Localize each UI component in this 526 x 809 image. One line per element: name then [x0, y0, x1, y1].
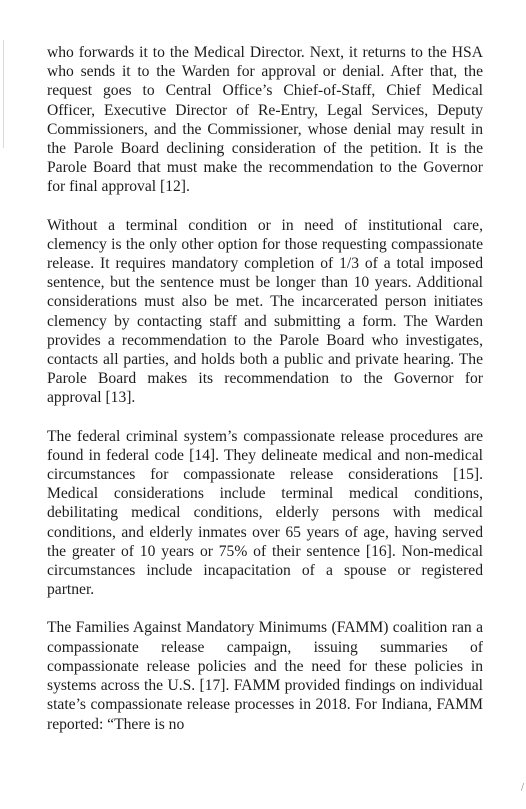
paragraph-review-chain: who forwards it to the Medical Director. Next, it returns to the HSA who sends it to the Warden for approval or denial. After that, the request goes to Central Office’s Chief-of-Staff, Chief Medical Officer, Executive Director of Re-Entry, Legal Services, Deputy Commissioners, and the Commissioner, whose denial may result in the Parole Board declining consideration of the petition. It is the Parole Board that must make the recommendation to the Governor for final approval [12]. — [47, 44, 483, 196]
document-body — [47, 43, 483, 753]
page-edge-rule — [3, 40, 4, 148]
page-corner-mark: / — [520, 783, 524, 793]
paragraph-federal-procedures: The federal criminal system’s compassionate release procedures are found in federal code [14]. They delineate medical and non-medical circumstances for compassionate release considerations [15]. Medical considerations include terminal medical conditions, debilitating medical conditions, elderly persons with medical conditions, and elderly inmates over 65 years of age, having served the greater of 10 years or 75% of their sentence [16]. Non-medical circumstances include incapacitation of a spouse or registered partner. — [47, 427, 483, 599]
paragraph-clemency: Without a terminal condition or in need of institutional care, clemency is the only other option for those requesting compassionate release. It requires mandatory completion of 1/3 of a total imposed sentence, but the sentence must be longer than 10 years. Additional considerations must also be met. The incarcerated person initiates clemency by contacting staff and submitting a form. The Warden provides a recommendation to the Parole Board who investigates, contacts all parties, and holds both a public and private hearing. The Parole Board makes its recommendation to the Governor for approval [13]. — [47, 216, 483, 407]
paragraph-famm: The Families Against Mandatory Minimums (FAMM) coalition ran a compassionate release campaign, issuing summaries of compassionate release policies and the need for these policies in systems across the U.S. [17]. FAMM provided findings on individual state’s compassionate release processes in 2018. For Indiana, FAMM reported: “There is no — [47, 619, 483, 733]
